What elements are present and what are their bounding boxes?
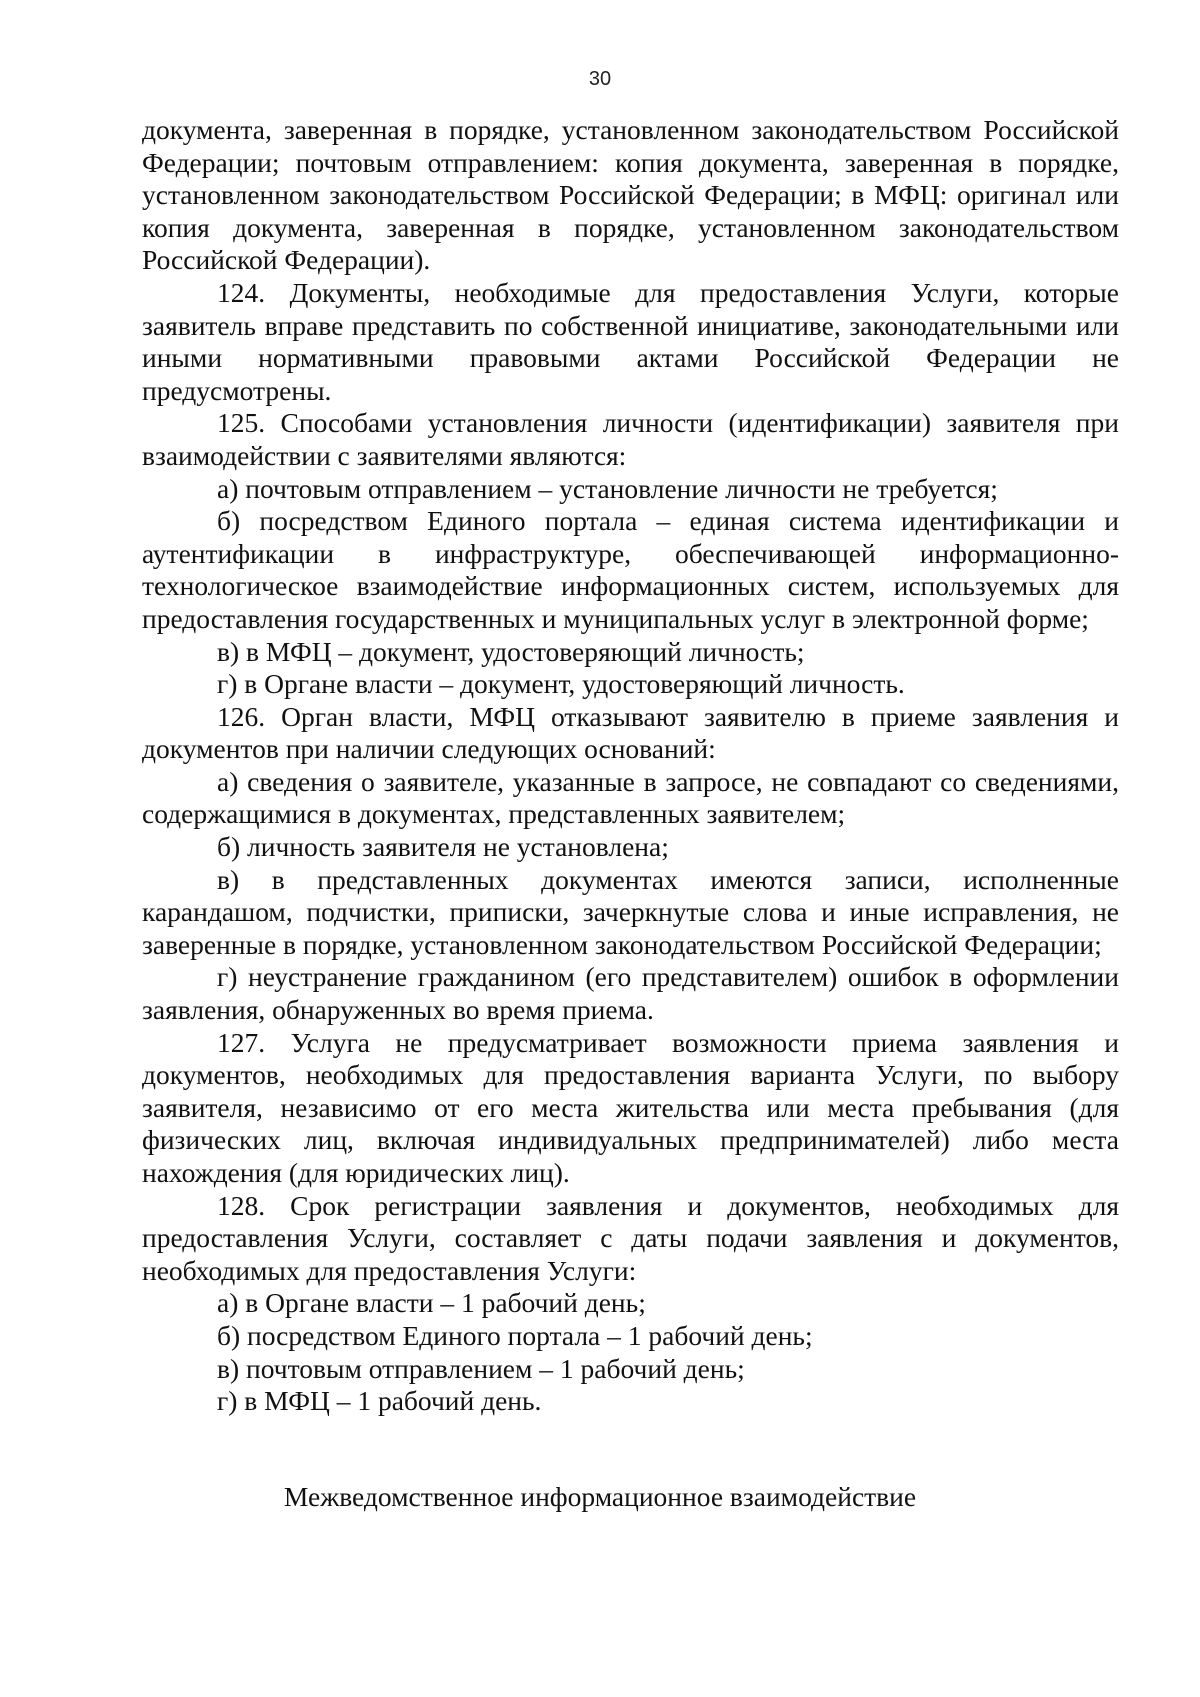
page-number: 30 [588, 68, 612, 90]
document-body [142, 114, 1119, 1418]
paragraph-124: 124. Документы, необходимые для предоставления Услуги, которые заявитель вправе представить по собственной инициативе, законодательными или иными нормативными правовыми актами Российской Федерации не предусмотрены. [142, 276, 1119, 406]
list-item-125-b: б) посредством Единого портала – единая система идентификации и аутентификации в инфраструктуре, обеспечивающей информационно-технологическое взаимодействие информационных систем, используемых для предоставления государственных и муниципальных услуг в электронной форме; [142, 505, 1119, 634]
list-item-128-b: б) посредством Единого портала – 1 рабочий день; [217, 1319, 813, 1351]
list-item-126-g: г) неустранение гражданином (его представителем) ошибок в оформлении заявления, обнаруженных во время приема. [142, 961, 1119, 1026]
list-item-125-g: г) в Органе власти – документ, удостоверяющий личность. [217, 668, 905, 700]
section-heading: Межведомственное информационное взаимодействие [283, 1481, 917, 1512]
paragraph-128: 128. Срок регистрации заявления и документов, необходимых для предоставления Услуги, составляет с даты подачи заявления и документов, необходимых для предоставления Услуги: [142, 1189, 1119, 1286]
list-item-126-v: в) в представленных документах имеются записи, исполненные карандашом, подчистки, приписки, зачеркнутые слова и иные исправления, не заверенные в порядке, установленном законодательством Российской Федерации; [142, 863, 1119, 960]
list-item-126-b: б) личность заявителя не установлена; [217, 831, 669, 863]
list-item-125-v: в) в МФЦ – документ, удостоверяющий личность; [217, 635, 805, 667]
list-item-128-g: г) в МФЦ – 1 рабочий день. [217, 1385, 542, 1417]
paragraph-126: 126. Орган власти, МФЦ отказывают заявителю в приеме заявления и документов при наличии следующих оснований: [142, 700, 1119, 765]
paragraph-127: 127. Услуга не предусматривает возможности приема заявления и документов, необходимых для предоставления варианта Услуги, по выбору заявителя, независимо от его места жительства или места пребывания (для физических лиц, включая индивидуальных предпринимателей) либо места нахождения (для юридических лиц). [142, 1026, 1119, 1188]
list-item-125-a: а) почтовым отправлением – установление личности не требуется; [217, 472, 998, 504]
paragraph-continuation: документа, заверенная в порядке, установленном законодательством Российской Федерации; почтовым отправлением: копия документа, заверенная в порядке, установленном законодательством Российской Федерации; в МФЦ: оригинал или копия документа, заверенная в порядке, установленном законодательством Российской Федерации). [142, 114, 1119, 276]
list-item-128-a: а) в Органе власти – 1 рабочий день; [217, 1287, 646, 1319]
list-item-126-a: а) сведения о заявителе, указанные в запросе, не совпадают со сведениями, содержащимися в документах, представленных заявителем; [142, 765, 1119, 830]
list-item-128-v: в) почтовым отправлением – 1 рабочий день; [217, 1352, 745, 1384]
paragraph-125: 125. Способами установления личности (идентификации) заявителя при взаимодействии с заявителями являются: [142, 407, 1119, 471]
